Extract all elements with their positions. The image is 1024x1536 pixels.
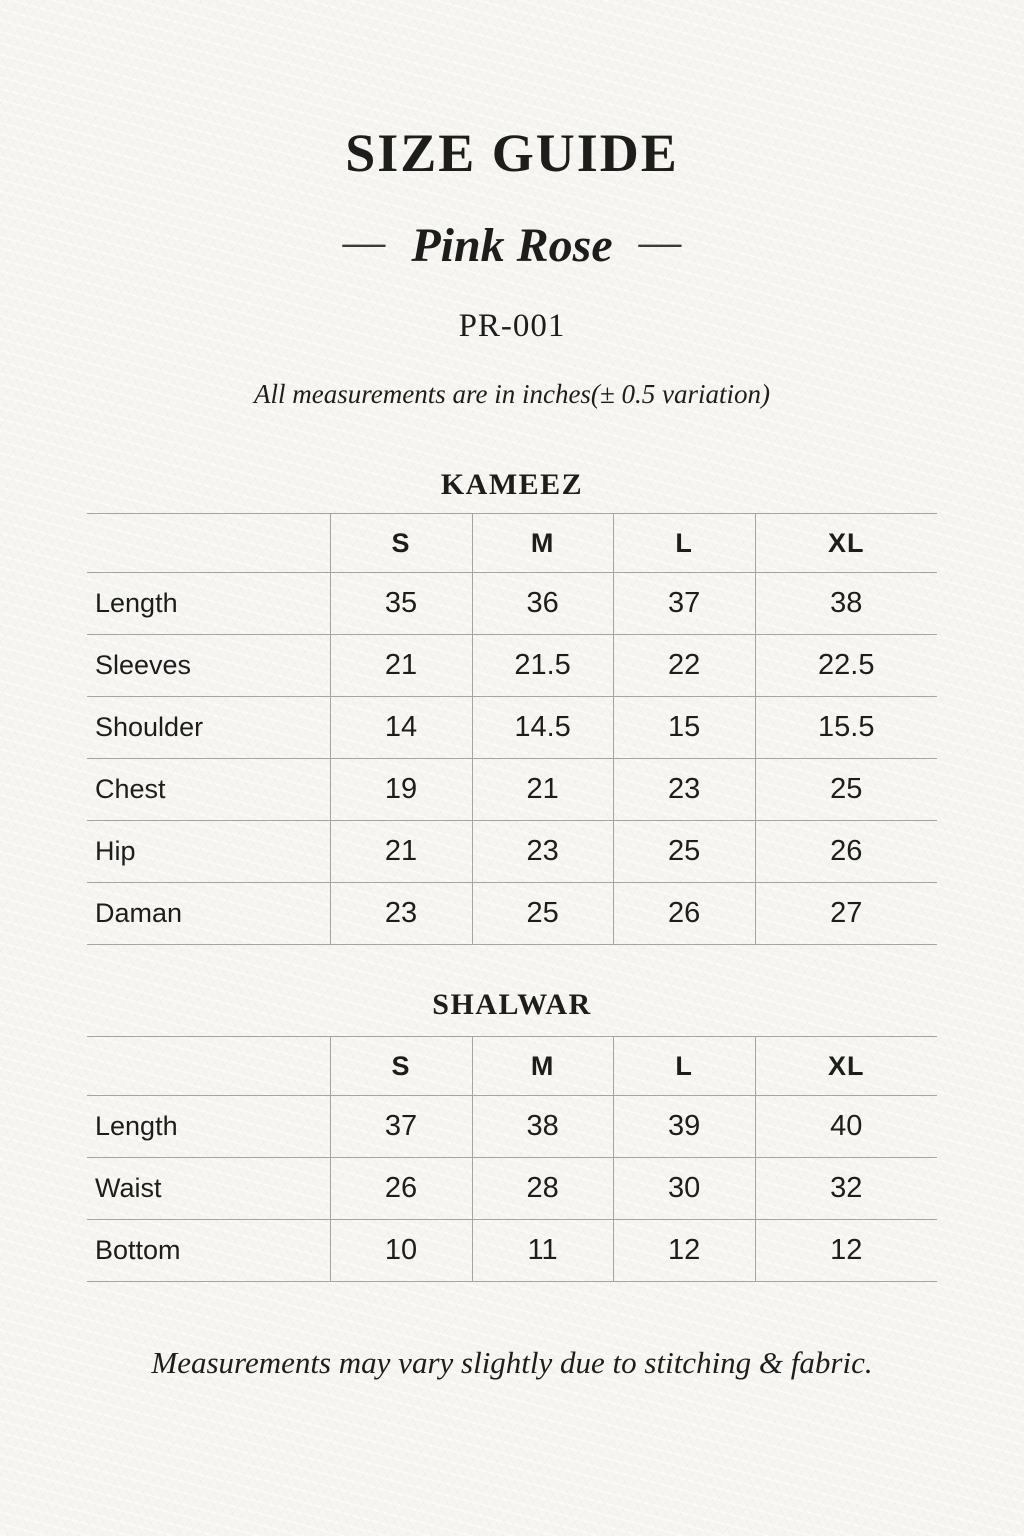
table-row [87, 1096, 937, 1158]
measurement-value: 25 [755, 759, 937, 821]
measurement-value: 12 [755, 1220, 937, 1282]
measurement-value: 23 [613, 759, 755, 821]
shalwar-size-table [87, 1036, 937, 1282]
measurement-value: 21 [330, 635, 472, 697]
measurement-value: 30 [613, 1158, 755, 1220]
size-header-row [87, 1037, 937, 1096]
shalwar-table-title: SHALWAR [432, 988, 592, 1021]
footer-disclaimer: Measurements may vary slightly due to stitching & fabric. [151, 1345, 873, 1380]
size-header-row [87, 514, 937, 573]
measurement-label: Length [95, 588, 178, 618]
table-row [87, 821, 937, 883]
measurement-value: 37 [330, 1096, 472, 1158]
measurement-column-header [87, 1037, 330, 1096]
measurement-value: 28 [472, 1158, 613, 1220]
measurement-value: 32 [755, 1158, 937, 1220]
measurement-value: 36 [472, 573, 613, 635]
measurement-value: 35 [330, 573, 472, 635]
measurement-value: 21.5 [472, 635, 613, 697]
measurement-value: 39 [613, 1096, 755, 1158]
measurement-value: 12 [613, 1220, 755, 1282]
kameez-section [87, 470, 937, 945]
table-row [87, 1220, 937, 1282]
measurement-label: Shoulder [95, 712, 204, 742]
decorative-dash-right: — [638, 215, 682, 268]
kameez-table-title: KAMEEZ [440, 468, 584, 501]
measurement-value: 26 [330, 1158, 472, 1220]
product-name: Pink Rose [411, 219, 613, 272]
measurement-value: 23 [472, 821, 613, 883]
measurement-label: Waist [95, 1173, 162, 1203]
measurement-value: 14.5 [472, 697, 613, 759]
measurement-value: 22 [613, 635, 755, 697]
size-column-header: XL [755, 1037, 937, 1096]
table-row [87, 1158, 937, 1220]
table-row [87, 635, 937, 697]
measurement-value: 27 [755, 883, 937, 945]
decorative-dash-left: — [342, 215, 386, 268]
kameez-size-table [87, 513, 937, 945]
measurement-value: 14 [330, 697, 472, 759]
size-column-header: L [613, 514, 755, 573]
measurement-value: 26 [613, 883, 755, 945]
page-title: SIZE GUIDE [345, 123, 679, 183]
measurement-label: Bottom [95, 1235, 181, 1265]
size-column-header: M [472, 514, 613, 573]
measurement-value: 23 [330, 883, 472, 945]
size-column-header: L [613, 1037, 755, 1096]
table-row [87, 697, 937, 759]
measurement-value: 10 [330, 1220, 472, 1282]
product-code: PR-001 [458, 308, 566, 344]
measurement-column-header [87, 514, 330, 573]
table-row [87, 759, 937, 821]
measurement-value: 21 [472, 759, 613, 821]
measurement-value: 40 [755, 1096, 937, 1158]
measurement-label: Length [95, 1111, 178, 1141]
measurement-value: 15 [613, 697, 755, 759]
measurement-value: 26 [755, 821, 937, 883]
table-row [87, 883, 937, 945]
measurement-value: 22.5 [755, 635, 937, 697]
size-column-header: S [330, 1037, 472, 1096]
product-name-row [87, 215, 937, 272]
measurement-value: 25 [613, 821, 755, 883]
shalwar-section [87, 990, 937, 1282]
measurement-value: 25 [472, 883, 613, 945]
measurement-value: 15.5 [755, 697, 937, 759]
measurement-value: 37 [613, 573, 755, 635]
measurement-value: 38 [755, 573, 937, 635]
measurement-note: All measurements are in inches(± 0.5 variation) [254, 379, 770, 409]
size-column-header: M [472, 1037, 613, 1096]
measurement-label: Daman [95, 898, 183, 928]
size-column-header: S [330, 514, 472, 573]
measurement-value: 19 [330, 759, 472, 821]
measurement-label: Hip [95, 836, 136, 866]
measurement-value: 11 [472, 1220, 613, 1282]
measurement-label: Chest [95, 774, 166, 804]
measurement-value: 21 [330, 821, 472, 883]
measurement-value: 38 [472, 1096, 613, 1158]
measurement-label: Sleeves [95, 650, 192, 680]
size-column-header: XL [755, 514, 937, 573]
table-row [87, 573, 937, 635]
